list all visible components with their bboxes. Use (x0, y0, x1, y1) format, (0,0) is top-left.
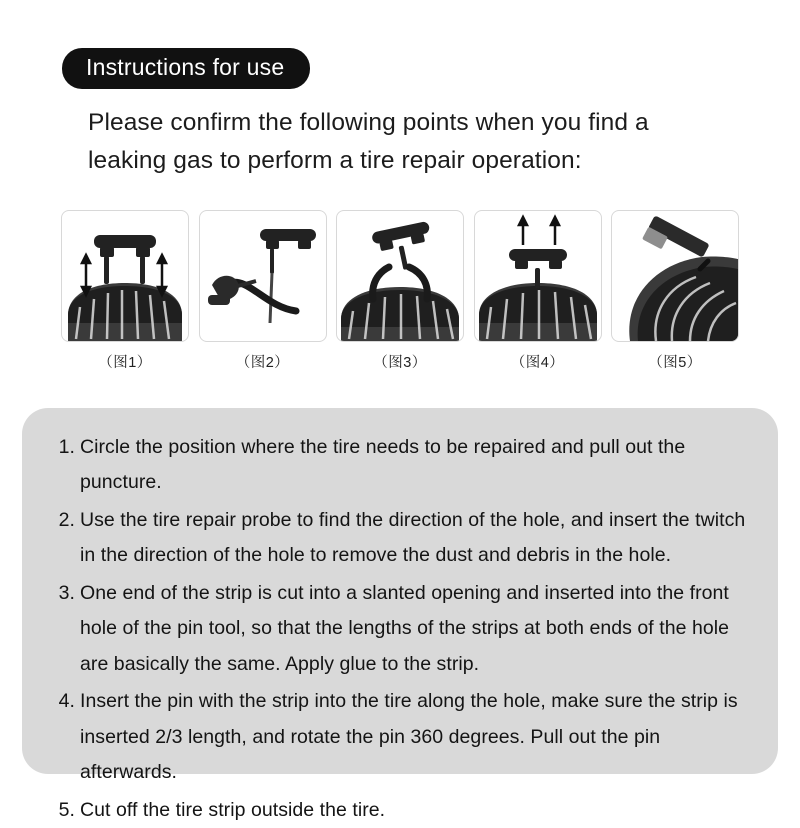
step-text: Insert the pin with the strip into the tire along the hole, make sure the strip is inserted 2/3 length, and rotate the pin 360 degrees. Pull out the pin afterwards. (80, 690, 738, 784)
step-number: 5. (58, 798, 75, 821)
step-number: 3. (58, 581, 75, 604)
figure-1-image (61, 210, 189, 342)
step-text: Use the tire repair probe to find the direction of the hole, and insert the twitch in the direction of the hole to remove the dust and debris in the hole. (80, 508, 746, 567)
steps-panel (22, 408, 778, 821)
figure-3-image (336, 210, 464, 342)
step-text: Circle the position where the tire needs to be repaired and pull out the puncture. (80, 436, 686, 494)
figure-2-image (199, 210, 327, 342)
step-number: 2. (58, 508, 75, 531)
figure-3-caption: （图3） (373, 355, 427, 371)
pin-pull-out-icon (475, 211, 601, 341)
cut-strip-knife-icon (612, 211, 738, 341)
figure-1-caption: （图1） (98, 355, 152, 371)
list-item (52, 684, 752, 790)
figure-5-caption: （图5） (648, 355, 702, 371)
figure-2 (200, 210, 326, 372)
figure-4-caption: （图4） (510, 355, 565, 371)
list-item (52, 503, 752, 574)
figure-4 (475, 210, 601, 372)
steps-list (52, 430, 752, 828)
step-number: 4. (58, 690, 75, 713)
list-item (52, 576, 752, 682)
step-text: Cut off the tire strip outside the tire. (80, 798, 386, 821)
list-item (52, 430, 752, 501)
list-item (52, 793, 752, 828)
figure-1 (62, 210, 188, 372)
strip-insert-tool-icon (337, 211, 463, 341)
figure-5 (612, 210, 738, 372)
figure-strip (62, 210, 738, 372)
figure-3 (337, 210, 463, 372)
step-text: One end of the strip is cut into a slanted opening and inserted into the front hole of the pin tool, so that the lengths of the strips at both ends of the hole are basically the same. Apply glue to the strip. (80, 581, 730, 675)
probe-and-strip-icon (200, 211, 326, 341)
figure-2-caption: （图2） (235, 355, 290, 371)
tire-with-reamer-up-down-icon (62, 211, 188, 341)
figure-4-image (474, 210, 602, 342)
step-number: 1. (58, 436, 75, 458)
intro-paragraph: Please confirm the following points when you find a leaking gas to perform a tire repair operation: (88, 109, 649, 174)
page-title: Instructions for use (62, 48, 310, 89)
figure-5-image (611, 210, 739, 342)
